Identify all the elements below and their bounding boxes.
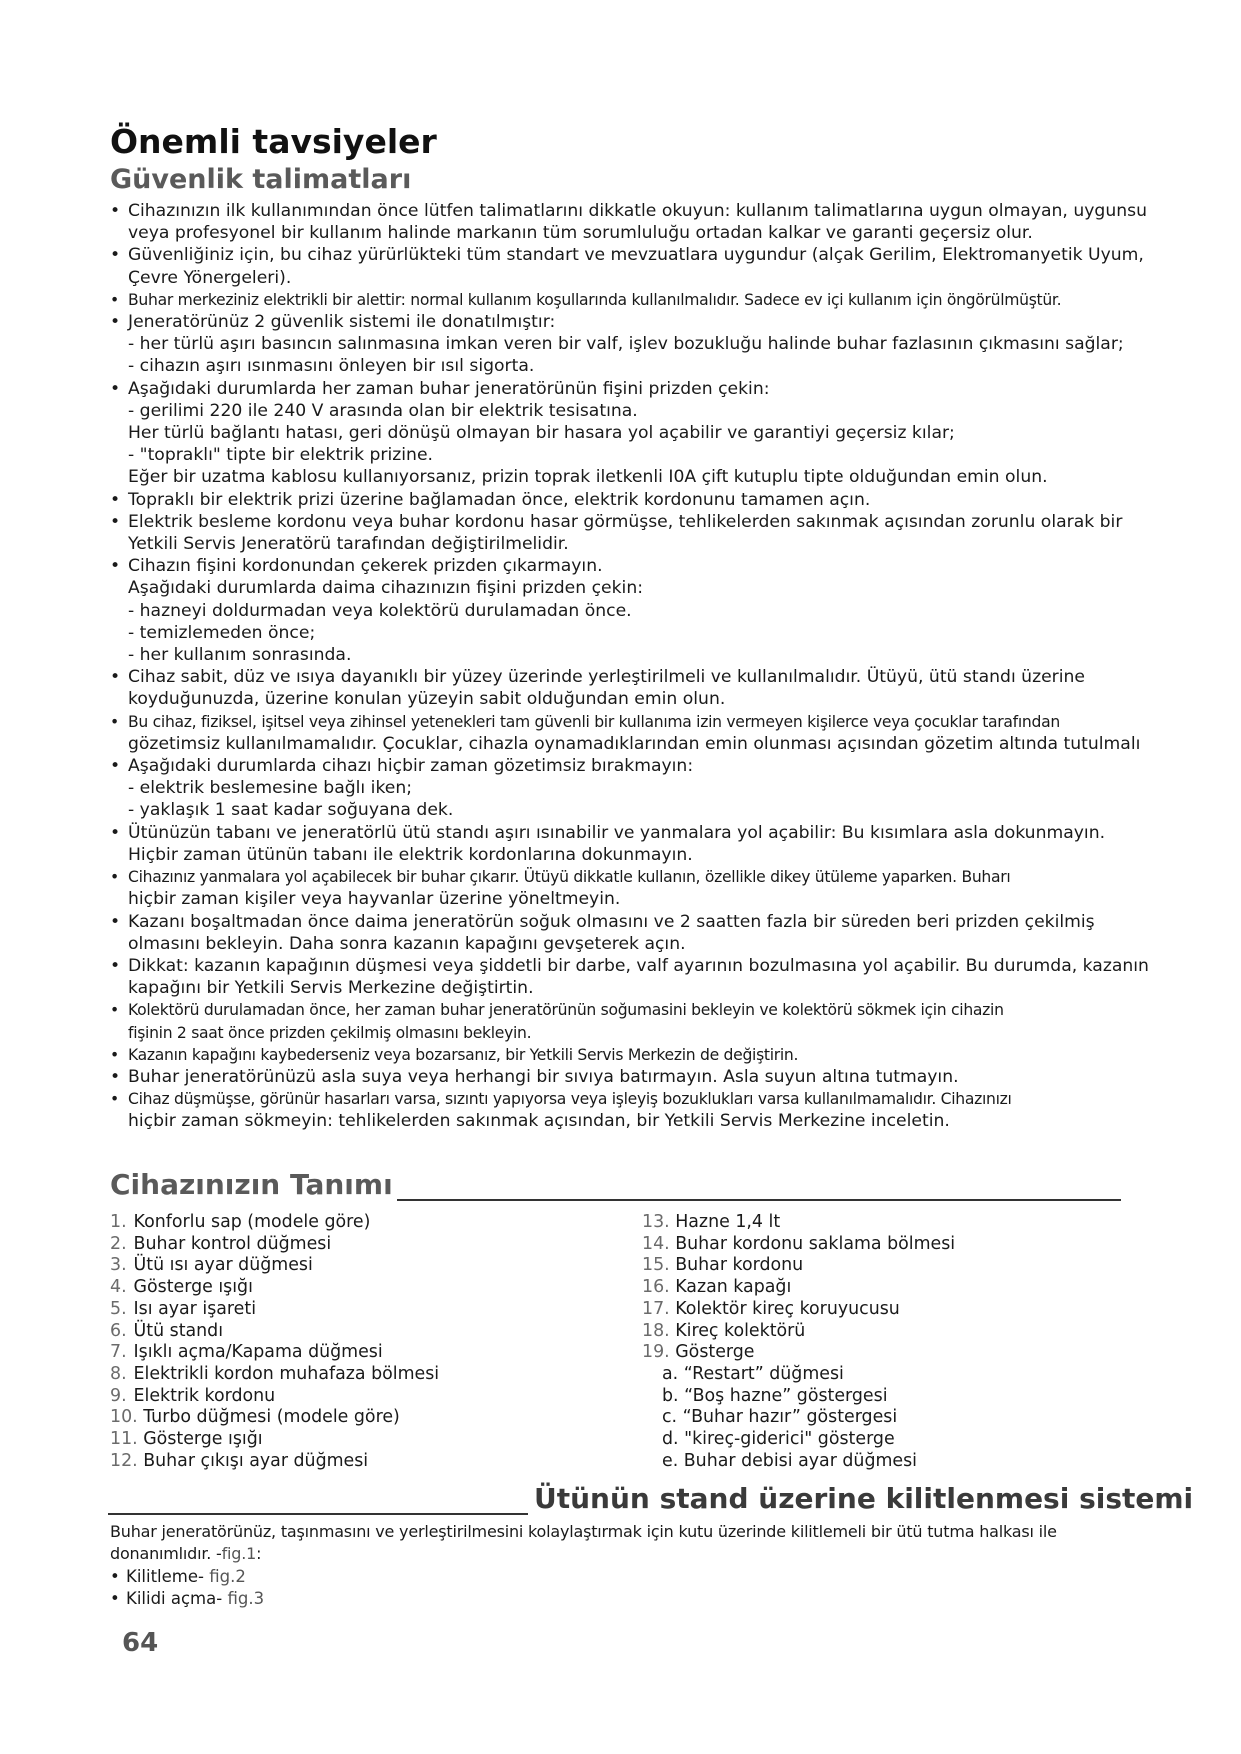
safety-item-continuation: - temizlemeden önce;	[128, 622, 316, 643]
part-label: Isı ayar işareti	[133, 1298, 257, 1319]
safety-item: • Buhar merkeziniz elektrikli bir alettir: normal kullanım koşullarında kullanılmalıdır. Sadece ev içi kullanım için öngörülmüştür.	[110, 289, 1210, 311]
safety-item-continuation: - elektrik beslemesine bağlı iken;	[128, 778, 413, 799]
safety-item: • Bu cihaz, fiziksel, işitsel veya zihinsel yetenekleri tam güvenli bir kullanıma izin vermeyen kişilerce veya çocuklar tarafından	[110, 711, 1210, 733]
safety-item: • Kolektörü durulamadan önce, her zaman buhar jeneratörünün soğumasini bekleyin ve kolektörü sökmek için cihazin	[110, 999, 1210, 1021]
safety-instructions-list	[110, 200, 1210, 1133]
part-number: 15.	[642, 1255, 670, 1276]
safety-item-continuation: hiçbir zaman sökmeyin: tehlikelerden sakınmak açısından, bir Yetkili Servis Merkezine inceletin.	[128, 1111, 950, 1132]
safety-item: • Güvenliğiniz için, bu cihaz yürürlükteki tüm standart ve mevzuatlara uygundur (alçak Gerilim, Elektromanyetik Uyum,	[110, 244, 1210, 266]
safety-item: • Kazanı boşaltmadan önce daima jeneratörün soğuk olmasını ve 2 saatten fazla bir süreden beri prizden çekilmiş	[110, 911, 1210, 933]
safety-item: • Topraklı bir elektrik prizi üzerine bağlamadan önce, elektrik kordonunu tamamen açın.	[110, 489, 1210, 511]
sub-item: e. Buhar debisi ayar düğmesi	[662, 1450, 918, 1471]
part-label: Işıklı açma/Kapama düğmesi	[133, 1342, 383, 1363]
safety-item-continuation: Aşağıdaki durumlarda daima cihazınızın fişini prizden çekin:	[128, 578, 644, 599]
safety-item: • Cihazınızın ilk kullanımından önce lütfen talimatlarını dikkatle okuyun: kullanım talimatlarına uygun olmayan, uygunsu	[110, 200, 1210, 222]
part-number: 19.	[642, 1342, 670, 1363]
heading-rule	[397, 1179, 1121, 1201]
part-number: 14.	[642, 1233, 670, 1254]
safety-item-continuation: - gerilimi 220 ile 240 V arasında olan bir elektrik tesisatına.	[128, 400, 638, 421]
safety-item: • Cihazınız yanmalara yol açabilecek bir buhar çıkarır. Ütüyü dikkatle kullanın, özellikle dikey ütüleme yaparken. Buharı	[110, 866, 1210, 888]
list-item	[110, 1212, 610, 1234]
part-number: 6.	[110, 1320, 127, 1341]
part-label: Buhar kontrol düğmesi	[133, 1233, 332, 1254]
part-label: Gösterge	[675, 1342, 755, 1363]
description-heading-row	[110, 1168, 1121, 1201]
figure-reference: fig.1	[221, 1543, 257, 1563]
safety-item-continuation: koyduğunuzda, üzerine konulan yüzeyin sabit olduğundan emin olun.	[128, 689, 726, 710]
safety-heading: Güvenlik talimatları	[110, 164, 412, 195]
sub-item: c. “Buhar hazır” göstergesi	[662, 1407, 898, 1428]
lock-heading-row	[108, 1482, 1194, 1515]
part-label: Elektrik kordonu	[133, 1385, 276, 1406]
safety-item-continuation: Yetkili Servis Jeneratörü tarafından değiştirilmelidir.	[128, 534, 569, 555]
safety-item: • Elektrik besleme kordonu veya buhar kordonu hasar görmüşse, tehlikelerden sakınmak açısından zorunlu olarak bir	[110, 511, 1210, 533]
list-item	[110, 1407, 610, 1429]
safety-item-continuation: veya profesyonel bir kullanım halinde markanın tüm sorumluluğu ortadan kalkar ve garanti geçersiz olur.	[128, 223, 1033, 244]
list-item	[642, 1321, 1162, 1343]
lock-text: Buhar jeneratörünüz, taşınmasını ve yerleştirilmesini kolaylaştırmak için kutu üzerinde kilitlemeli bir ütü tutma halkası ile	[110, 1522, 1057, 1541]
list-item	[110, 1588, 264, 1610]
safety-item-continuation: kapağını bir Yetkili Servis Merkezine değiştirtin.	[128, 978, 534, 999]
safety-item-continuation: Her türlü bağlantı hatası, geri dönüşü olmayan bir hasara yol açabilir ve garantiyi geçersiz kılar;	[128, 423, 955, 444]
list-item	[642, 1255, 1162, 1277]
part-label: Kireç kolektörü	[675, 1320, 806, 1341]
safety-item: • Aşağıdaki durumlarda her zaman buhar jeneratörünün fişini prizden çekin:	[110, 378, 1210, 400]
safety-item-continuation: - hazneyi doldurmadan veya kolektörü durulamadan önce.	[128, 600, 632, 621]
part-number: 10.	[110, 1407, 138, 1428]
lock-description	[110, 1521, 1170, 1564]
sub-item: a. “Restart” düğmesi	[662, 1363, 844, 1384]
safety-item-continuation: - "topraklı" tipte bir elektrik prizine.	[128, 445, 433, 466]
lock-heading: Ütünün stand üzerine kilitlenmesi sistemi	[534, 1482, 1194, 1515]
description-heading: Cihazınızın Tanımı	[110, 1168, 393, 1201]
list-item	[110, 1234, 610, 1256]
part-number: 17.	[642, 1298, 670, 1319]
safety-item-continuation: - cihazın aşırı ısınmasını önleyen bir ısıl sigorta.	[128, 356, 535, 377]
part-number: 13.	[642, 1212, 670, 1232]
part-number: 18.	[642, 1320, 670, 1341]
part-label: Turbo düğmesi (modele göre)	[143, 1407, 400, 1428]
part-number: 8.	[110, 1363, 127, 1384]
list-item	[642, 1212, 1162, 1234]
safety-item: • Jeneratörünüz 2 güvenlik sistemi ile donatılmıştır:	[110, 311, 1210, 333]
part-label: Gösterge ışığı	[133, 1277, 253, 1298]
heading-rule	[108, 1495, 528, 1515]
part-label: Kolektör kireç koruyucusu	[675, 1298, 900, 1319]
list-item	[110, 1277, 610, 1299]
sub-item: b. “Boş hazne” göstergesi	[662, 1385, 888, 1406]
part-number: 7.	[110, 1342, 127, 1363]
part-number: 5.	[110, 1298, 127, 1319]
parts-list-left	[110, 1212, 610, 1472]
figure-reference: fig.2	[209, 1567, 246, 1586]
safety-item-continuation: - her türlü aşırı basıncın salınmasına imkan veren bir valf, işlev bozukluğu halinde buhar fazlasının çıkmasını sağlar;	[128, 334, 1124, 355]
safety-item-continuation: - her kullanım sonrasında.	[128, 645, 352, 666]
safety-item-continuation: gözetimsiz kullanılmamalıdır. Çocuklar, cihazla oynamadıklarından emin olunması açısından gözetim altında tutulmalı	[128, 733, 1141, 754]
safety-item: • Aşağıdaki durumlarda cihazı hiçbir zaman gözetimsiz bırakmayın:	[110, 755, 1210, 777]
safety-item: • Cihazın fişini kordonundan çekerek prizden çıkarmayın.	[110, 555, 1210, 577]
part-label: Elektrikli kordon muhafaza bölmesi	[133, 1363, 440, 1384]
list-item	[110, 1451, 610, 1473]
part-number: 1.	[110, 1212, 127, 1232]
safety-item: • Ütünüzün tabanı ve jeneratörlü ütü standı aşırı ısınabilir ve yanmalara yol açabilir: Bu kısımlara asla dokunmayın.	[110, 822, 1210, 844]
safety-item: • Kazanın kapağını kaybederseniz veya bozarsanız, bir Yetkili Servis Merkezin de değiştirin.	[110, 1044, 1210, 1066]
list-item	[110, 1566, 264, 1588]
safety-item-continuation: - yaklaşık 1 saat kadar soğuyana dek.	[128, 800, 454, 821]
parts-list-right	[642, 1212, 1162, 1472]
part-number: 3.	[110, 1255, 127, 1276]
lock-colon: :	[256, 1543, 262, 1563]
safety-item-continuation: Eğer bir uzatma kablosu kullanıyorsanız, prizin toprak iletkenli I0A çift kutuplu tipte olduğundan emin olun.	[128, 467, 1048, 488]
part-number: 12.	[110, 1450, 138, 1471]
unlock-item-label: Kilidi açma-	[126, 1589, 223, 1608]
part-number: 9.	[110, 1385, 127, 1406]
list-item	[110, 1364, 610, 1386]
safety-item-continuation: Hiçbir zaman ütünün tabanı ile elektrik kordonlarına dokunmayın.	[128, 844, 693, 865]
part-label: Ütü standı	[133, 1320, 224, 1341]
part-number: 2.	[110, 1233, 127, 1254]
list-item	[110, 1429, 610, 1451]
list-item	[642, 1234, 1162, 1256]
list-item	[110, 1386, 610, 1408]
safety-item-continuation: Çevre Yönergeleri).	[128, 267, 292, 288]
safety-item: • Buhar jeneratörünüzü asla suya veya herhangi bir sıvıya batırmayın. Asla suyun altına tutmayın.	[110, 1066, 1210, 1088]
part-label: Hazne 1,4 lt	[675, 1212, 781, 1232]
part-label: Buhar çıkışı ayar düğmesi	[143, 1450, 369, 1471]
safety-item-continuation: olmasını bekleyin. Daha sonra kazanın kapağını gevşeterek açın.	[128, 933, 686, 954]
list-item	[110, 1342, 610, 1364]
sub-item: d. "kireç-giderici" gösterge	[662, 1429, 895, 1450]
part-number: 11.	[110, 1429, 138, 1450]
list-item	[110, 1299, 610, 1321]
part-label: Buhar kordonu	[675, 1255, 804, 1276]
part-label: Kazan kapağı	[675, 1277, 792, 1298]
page-number: 64	[122, 1628, 159, 1658]
list-item	[642, 1299, 1162, 1321]
page-title: Önemli tavsiyeler	[110, 122, 437, 161]
safety-item: • Dikkat: kazanın kapağının düşmesi veya şiddetli bir darbe, valf ayarının bozulmasına yol açabilir. Bu durumda, kazanın	[110, 955, 1210, 977]
list-item	[110, 1321, 610, 1343]
safety-item-continuation: fişinin 2 saat önce prizden çekilmiş olmasını bekleyin.	[128, 1023, 532, 1042]
safety-item-continuation: hiçbir zaman kişiler veya hayvanlar üzerine yöneltmeyin.	[128, 889, 621, 910]
lock-text-cont: donanımlıdır. -	[110, 1543, 222, 1563]
lock-items	[110, 1566, 264, 1610]
list-item	[642, 1277, 1162, 1299]
list-item	[642, 1342, 1162, 1364]
part-number: 16.	[642, 1277, 670, 1298]
list-item	[110, 1255, 610, 1277]
lock-item-label: Kilitleme-	[126, 1567, 204, 1586]
part-label: Gösterge ışığı	[143, 1429, 263, 1450]
part-number: 4.	[110, 1277, 127, 1298]
part-label: Ütü ısı ayar düğmesi	[133, 1255, 313, 1276]
safety-item: • Cihaz düşmüşse, görünür hasarları varsa, sızıntı yapıyorsa veya işleyiş bozuklukları varsa kullanılmamalıdır. Cihazınızı	[110, 1088, 1210, 1110]
part-label: Buhar kordonu saklama bölmesi	[675, 1233, 956, 1254]
figure-reference: fig.3	[227, 1589, 265, 1608]
safety-item: • Cihaz sabit, düz ve ısıya dayanıklı bir yüzey üzerinde yerleştirilmeli ve kullanılmalıdır. Ütüyü, ütü standı üzerine	[110, 666, 1210, 688]
part-label: Konforlu sap (modele göre)	[133, 1212, 371, 1232]
